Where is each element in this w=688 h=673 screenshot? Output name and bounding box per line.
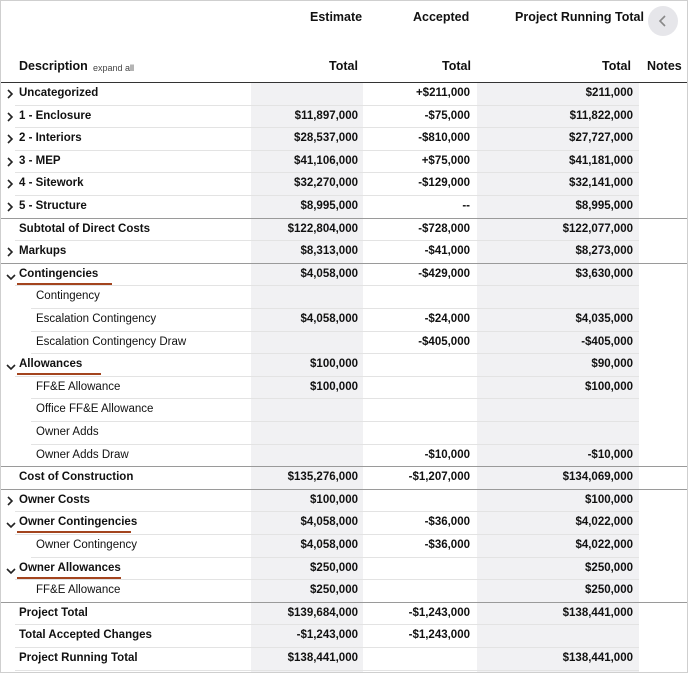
row-label: Owner Adds: [36, 426, 99, 438]
estimate-cell: $250,000: [310, 584, 358, 597]
accepted-total-header: Total: [442, 59, 471, 73]
running-total-cell: $90,000: [591, 358, 633, 371]
running-total-cell: $100,000: [585, 493, 633, 506]
chevron-left-icon: [658, 15, 668, 27]
notes-header: Notes: [647, 59, 682, 73]
running-total-cell: $138,441,000: [562, 606, 633, 619]
estimate-cell: $100,000: [310, 380, 358, 393]
table-row: [1, 332, 687, 355]
row-label: FF&E Allowance: [36, 380, 121, 393]
accepted-cell: -$405,000: [418, 335, 470, 348]
table-row[interactable]: [1, 128, 687, 151]
running-total-cell: $250,000: [585, 584, 633, 597]
row-label: FF&E Allowance: [36, 584, 121, 597]
estimate-cell: $8,313,000: [300, 245, 358, 258]
table-row[interactable]: [1, 196, 687, 219]
estimate-cell: $100,000: [310, 358, 358, 371]
row-label: Owner Contingency: [36, 539, 137, 551]
chevron-right-icon[interactable]: [6, 202, 16, 216]
accepted-cell: -$1,243,000: [408, 629, 470, 642]
row-label[interactable]: 2 - Interiors: [19, 132, 82, 145]
running-total-cell: $27,727,000: [569, 132, 633, 145]
row-label[interactable]: Contingencies: [19, 267, 99, 280]
accepted-cell: -$36,000: [424, 539, 470, 551]
running-total-cell: $11,822,000: [569, 109, 633, 122]
table-row: [1, 286, 687, 309]
estimate-cell: $28,537,000: [294, 132, 358, 145]
accepted-cell: +$75,000: [421, 154, 470, 167]
estimate-cell: $32,270,000: [294, 177, 358, 190]
running-total-cell: -$405,000: [581, 335, 633, 348]
estimate-cell: $4,058,000: [300, 516, 358, 529]
running-total-header: Project Running Total: [515, 10, 644, 24]
running-total-cell: $32,141,000: [569, 177, 633, 190]
running-total-cell: $122,077,000: [562, 222, 633, 235]
row-label: Escalation Contingency Draw: [36, 335, 187, 348]
running-total-cell: $138,441,000: [562, 652, 633, 664]
chevron-right-icon[interactable]: [6, 112, 16, 126]
table-row[interactable]: [1, 83, 687, 106]
row-highlight-underline: [17, 283, 112, 285]
row-highlight-underline: [17, 531, 131, 533]
table-row: [1, 535, 687, 558]
row-label[interactable]: Owner Contingencies: [19, 516, 138, 529]
estimate-cell: $100,000: [310, 493, 358, 506]
running-total-total-header: Total: [602, 59, 631, 73]
row-label: Subtotal of Direct Costs: [19, 222, 150, 235]
estimate-cell: $41,106,000: [294, 154, 358, 167]
table-row[interactable]: [1, 151, 687, 174]
row-label: Contingency: [36, 290, 100, 303]
table-row[interactable]: [1, 173, 687, 196]
accepted-cell: -$24,000: [424, 313, 470, 325]
table-row: [1, 603, 687, 626]
table-row[interactable]: [1, 512, 687, 535]
table-row[interactable]: [1, 558, 687, 581]
chevron-down-icon[interactable]: [6, 271, 16, 285]
estimate-cell: -$1,243,000: [296, 629, 358, 642]
estimate-cell: $4,058,000: [300, 539, 358, 551]
table-row: [1, 467, 687, 490]
table-row[interactable]: [1, 106, 687, 129]
accepted-cell: -$10,000: [424, 448, 470, 461]
chevron-down-icon[interactable]: [6, 565, 16, 579]
row-highlight-underline: [17, 373, 101, 375]
estimate-total-header: Total: [329, 59, 358, 73]
table-row: [1, 219, 687, 242]
running-total-cell: $8,995,000: [575, 200, 633, 212]
estimate-cell: $122,804,000: [287, 222, 358, 235]
row-label[interactable]: Markups: [19, 245, 67, 258]
table-row: [1, 580, 687, 603]
row-label[interactable]: Owner Allowances: [19, 561, 121, 574]
estimate-cell: $250,000: [310, 561, 358, 574]
accepted-cell: -$810,000: [418, 132, 470, 145]
estimate-cell: $11,897,000: [294, 109, 358, 122]
row-label[interactable]: 4 - Sitework: [19, 177, 84, 190]
estimate-cell: $139,684,000: [287, 606, 358, 619]
row-label[interactable]: Allowances: [19, 358, 83, 371]
running-total-cell: $41,181,000: [569, 154, 633, 167]
estimate-cell: $138,441,000: [287, 652, 358, 664]
chevron-right-icon[interactable]: [6, 157, 16, 171]
table-row[interactable]: [1, 264, 687, 287]
row-label[interactable]: Uncategorized: [19, 87, 99, 99]
table-row: [1, 422, 687, 445]
running-total-cell: $4,022,000: [575, 516, 633, 529]
table-row[interactable]: [1, 241, 687, 264]
row-label: Cost of Construction: [19, 471, 134, 484]
row-label[interactable]: Owner Costs: [19, 493, 90, 506]
row-label[interactable]: 5 - Structure: [19, 200, 87, 212]
chevron-right-icon[interactable]: [6, 247, 16, 261]
row-label: Project Total: [19, 606, 88, 619]
row-label[interactable]: 3 - MEP: [19, 154, 61, 167]
description-header: Description: [19, 59, 88, 73]
running-total-cell: $250,000: [585, 561, 633, 574]
row-label: Owner Adds Draw: [36, 448, 129, 461]
chevron-right-icon[interactable]: [6, 179, 16, 193]
accepted-cell: -$1,243,000: [408, 606, 470, 619]
running-total-cell: $211,000: [585, 87, 633, 99]
accepted-cell: -$728,000: [418, 222, 470, 235]
row-label: Office FF&E Allowance: [36, 403, 154, 416]
table-row: [1, 625, 687, 648]
expand-all-link[interactable]: expand all: [93, 63, 135, 73]
running-total-cell: $4,035,000: [575, 313, 633, 325]
table-row: [1, 309, 687, 332]
table-row[interactable]: [1, 354, 687, 377]
accepted-cell: -$1,207,000: [408, 471, 470, 484]
estimate-cell: $135,276,000: [287, 471, 358, 484]
table-row: [1, 648, 687, 671]
collapse-button[interactable]: [648, 6, 678, 36]
running-total-cell: $134,069,000: [562, 471, 633, 484]
accepted-cell: -$36,000: [424, 516, 470, 529]
running-total-cell: $100,000: [585, 380, 633, 393]
accepted-cell: -$429,000: [418, 267, 470, 280]
estimate-cell: $8,995,000: [300, 200, 358, 212]
chevron-down-icon[interactable]: [6, 361, 16, 375]
row-highlight-underline: [17, 577, 121, 579]
estimate-cell: $4,058,000: [300, 313, 358, 325]
running-total-cell: $8,273,000: [575, 245, 633, 258]
chevron-right-icon[interactable]: [6, 496, 16, 510]
running-total-cell: $4,022,000: [575, 539, 633, 551]
accepted-cell: -$75,000: [424, 109, 470, 122]
table-row: [1, 445, 687, 468]
running-total-cell: -$10,000: [587, 448, 633, 461]
chevron-down-icon[interactable]: [6, 519, 16, 533]
row-label: Total Accepted Changes: [19, 629, 152, 642]
table-row: [1, 377, 687, 400]
estimate-cell: $4,058,000: [300, 267, 358, 280]
running-total-cell: $3,630,000: [575, 267, 633, 280]
row-label: Project Running Total: [19, 652, 138, 664]
accepted-cell: -$129,000: [418, 177, 470, 190]
row-label: Escalation Contingency: [36, 313, 157, 325]
accepted-header: Accepted: [413, 10, 470, 24]
accepted-cell: --: [462, 200, 470, 212]
table-row[interactable]: [1, 490, 687, 513]
table-row: [1, 399, 687, 422]
accepted-cell: -$41,000: [424, 245, 470, 258]
accepted-cell: +$211,000: [415, 87, 470, 99]
row-label[interactable]: 1 - Enclosure: [19, 109, 92, 122]
estimate-header: Estimate: [310, 10, 363, 24]
row-divider: [15, 670, 639, 671]
chevron-right-icon[interactable]: [6, 134, 16, 148]
chevron-right-icon[interactable]: [6, 89, 16, 103]
